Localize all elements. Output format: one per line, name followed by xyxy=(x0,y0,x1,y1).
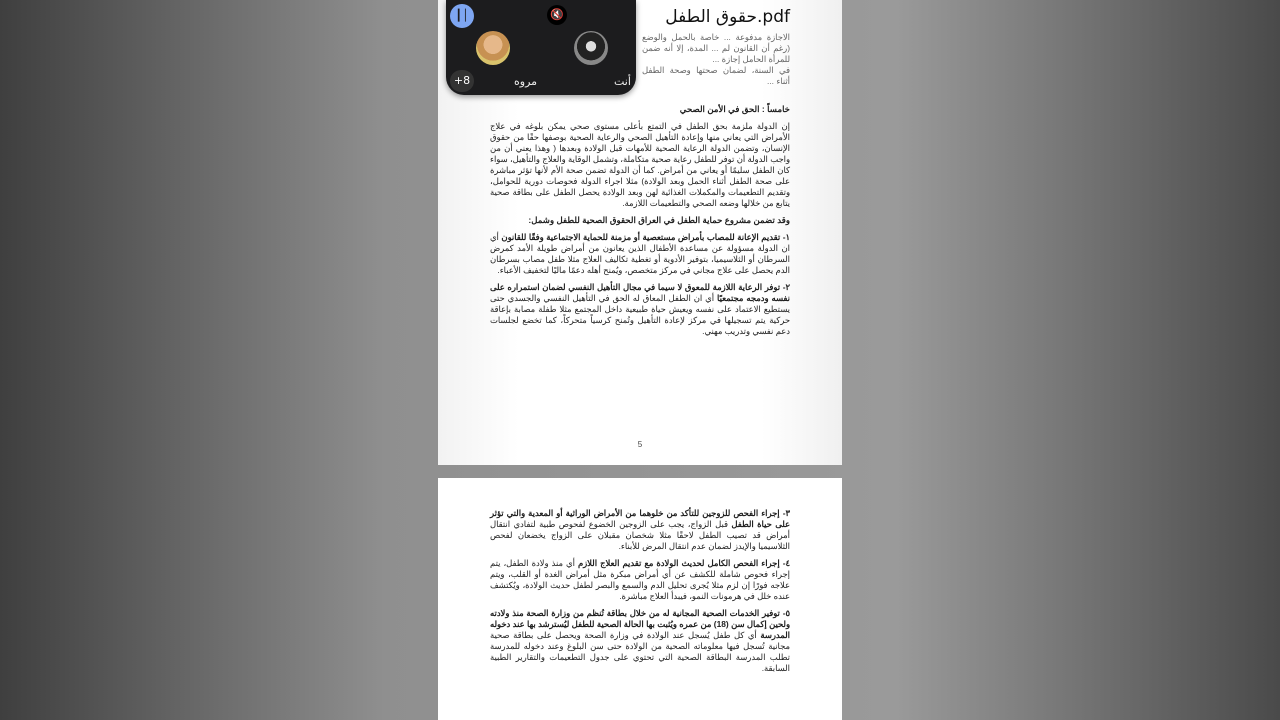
item-title: ٤- إجراء الفحص الكامل لحديث الولادة مع تقديم العلاج اللازم xyxy=(577,558,790,568)
audio-waveform-icon[interactable]: ┃│ xyxy=(450,4,474,28)
faded-previous-text xyxy=(642,32,790,87)
item-text: أي كل طفل يُسجل عند الولادة في وزارة الصحة ويحصل على بطاقة صحية مجانية تُسجل فيها معلوماته الصحية من الولادة حتى سن البلوغ وعند دخوله للمدرسة تطلب المدرسة البطاقة الصحية التي تحتوي على جدول التطعيمات والتقارير الطبية السابقة. xyxy=(490,630,790,673)
list-item xyxy=(490,282,790,337)
more-participants-badge[interactable]: +8 xyxy=(450,70,474,92)
list-item xyxy=(490,558,790,602)
faded-line: الاجازة مدفوعة ... خاصة بالحمل والوضع (رغم أن القانون لم ... المدة، إلا أنه ضمن للمرأة الحامل إجازة ... xyxy=(642,32,790,64)
section-body: إن الدولة ملزمة بحق الطفل في التمتع بأعلى مستوى صحي يمكن بلوغه في علاج الأمراض التي يعاني منها وإعادة التأهيل الصحي والرعاية الصحية بوصفها حقًا من حقوق الإنسان، وتضمن الدولة الرعاية الصحية للأمهات قبل الولادة وبعدها ( وهذا يعني أن من واجب الدولة أن توفر للطفل رعاية صحية متكاملة، وتشمل الوقاية والعلاج والتأهيل، سواء كان الطفل سليمًا أو يعاني من أمراض. كما أن الدولة تضمن صحة الأم لأنها تؤثر مباشرة على صحة الطفل أثناء الحمل وبعد الولادة) مثلا اجراء الدولة فحوصات دورية للحوامل، وتقديم التطعيمات والمكملات الغذائية لهن وبعد الولادة يحصل الطفل على بطاقة صحية يتابع من خلالها وضعه الصحي والتطعيمات اللازمة. xyxy=(490,121,790,208)
avatar-marwa[interactable] xyxy=(476,31,510,65)
item-text: أي ان الطفل المعاق له الحق في التأهيل النفسي والجسدي حتى يستطيع الاعتماد على نفسه ويعيش حياة طبيعية داخل المجتمع مثلا طفلة مصابة بإعاقة حركية يتم تسجيلها في مركز لإعادة التأهيل وتُمنح كرسياً متحركاً، كما تخضع لجلسات دعم نفسي وتدريب مهني. xyxy=(490,293,790,336)
item-title: ١- تقديم الإعانة للمصاب بأمراض مستعصية أو مزمنة للحماية الاجتماعية وفقًا للقانون xyxy=(501,232,790,242)
section-health xyxy=(490,104,790,343)
document-title: حقوق الطفل.pdf xyxy=(665,7,790,27)
item-title: ٣- إجراء الفحص للزوجين للتأكد من خلوهما من الأمراض الوراثية أو المعدية والتي تؤثر على حياة الطفل xyxy=(490,508,790,529)
call-overlay[interactable] xyxy=(446,0,636,95)
list-item xyxy=(490,608,790,674)
item-text: أي منذ ولادة الطفل، يتم إجراء فحوص شاملة للكشف عن أي أمراض مبكرة مثل أمراض الغدة أو القلب، ويتم علاجه فورًا إن لزم مثلا يُجرى تحليل الدم والسمع والبصر لطفل حديث الولادة، ويُكتشف عنده خلل في هرمونات النمو، فيبدأ العلاج مباشرة. xyxy=(490,558,790,601)
faded-line: في السنة، لضمان صحتها وصحة الطفل أثناء ... xyxy=(642,65,790,86)
item-text: أي ان الدولة مسؤولة عن مساعدة الأطفال الذين يعانون من أمراض طويلة الأمد كمرض السرطان أو الثلاسيميا، بتوفير الأدوية أو تغطية تكاليف العلاج مثلا طفل مصاب بسرطان الدم يحصل على علاج مجاني في مركز متخصص، ويُمنح أهله دعمًا ماليًا لتخفيف الأعباء. xyxy=(490,232,790,275)
item-title: ٥- توفير الخدمات الصحية المجانية له من خلال بطاقة تُنظم من وزارة الصحة منذ ولادته ولحين إكمال سن (18) من عمره ويُثبت بها الحالة الصحية للطفل ليُسترشد بها عند دخوله المدرسة xyxy=(490,608,791,640)
list-item xyxy=(490,232,790,276)
participant-name-self: أنت xyxy=(614,75,631,88)
section-heading: خامساً : الحق في الأمن الصحي xyxy=(679,104,790,114)
intro-heading: وقد تضمن مشروع حماية الطفل في العراق الحقوق الصحية للطفل وشمل: xyxy=(528,215,790,225)
page-number: 5 xyxy=(637,440,643,449)
pdf-page-6 xyxy=(438,478,842,720)
item-title: ٢- توفر الرعاية اللازمة للمعوق لا سيما في مجال التأهيل النفسي لضمان استمراره على نفسه ودمجه مجتمعيًا xyxy=(490,282,790,303)
participant-name: مروه xyxy=(514,75,538,88)
mic-muted-icon[interactable]: 🔇 xyxy=(547,5,567,25)
list-item xyxy=(490,508,790,552)
item-text: قبل الزواج، يجب على الزوجين الخضوع لفحوص طبية لتفادي انتقال أمراض قد تصيب الطفل لاحقًا مثلا شخصان مقبلان على الزواج يخضعان لفحص الثلاسيميا والإيدز لضمان عدم انتقال المرض للأبناء. xyxy=(490,519,790,551)
avatar-you[interactable] xyxy=(574,31,608,65)
